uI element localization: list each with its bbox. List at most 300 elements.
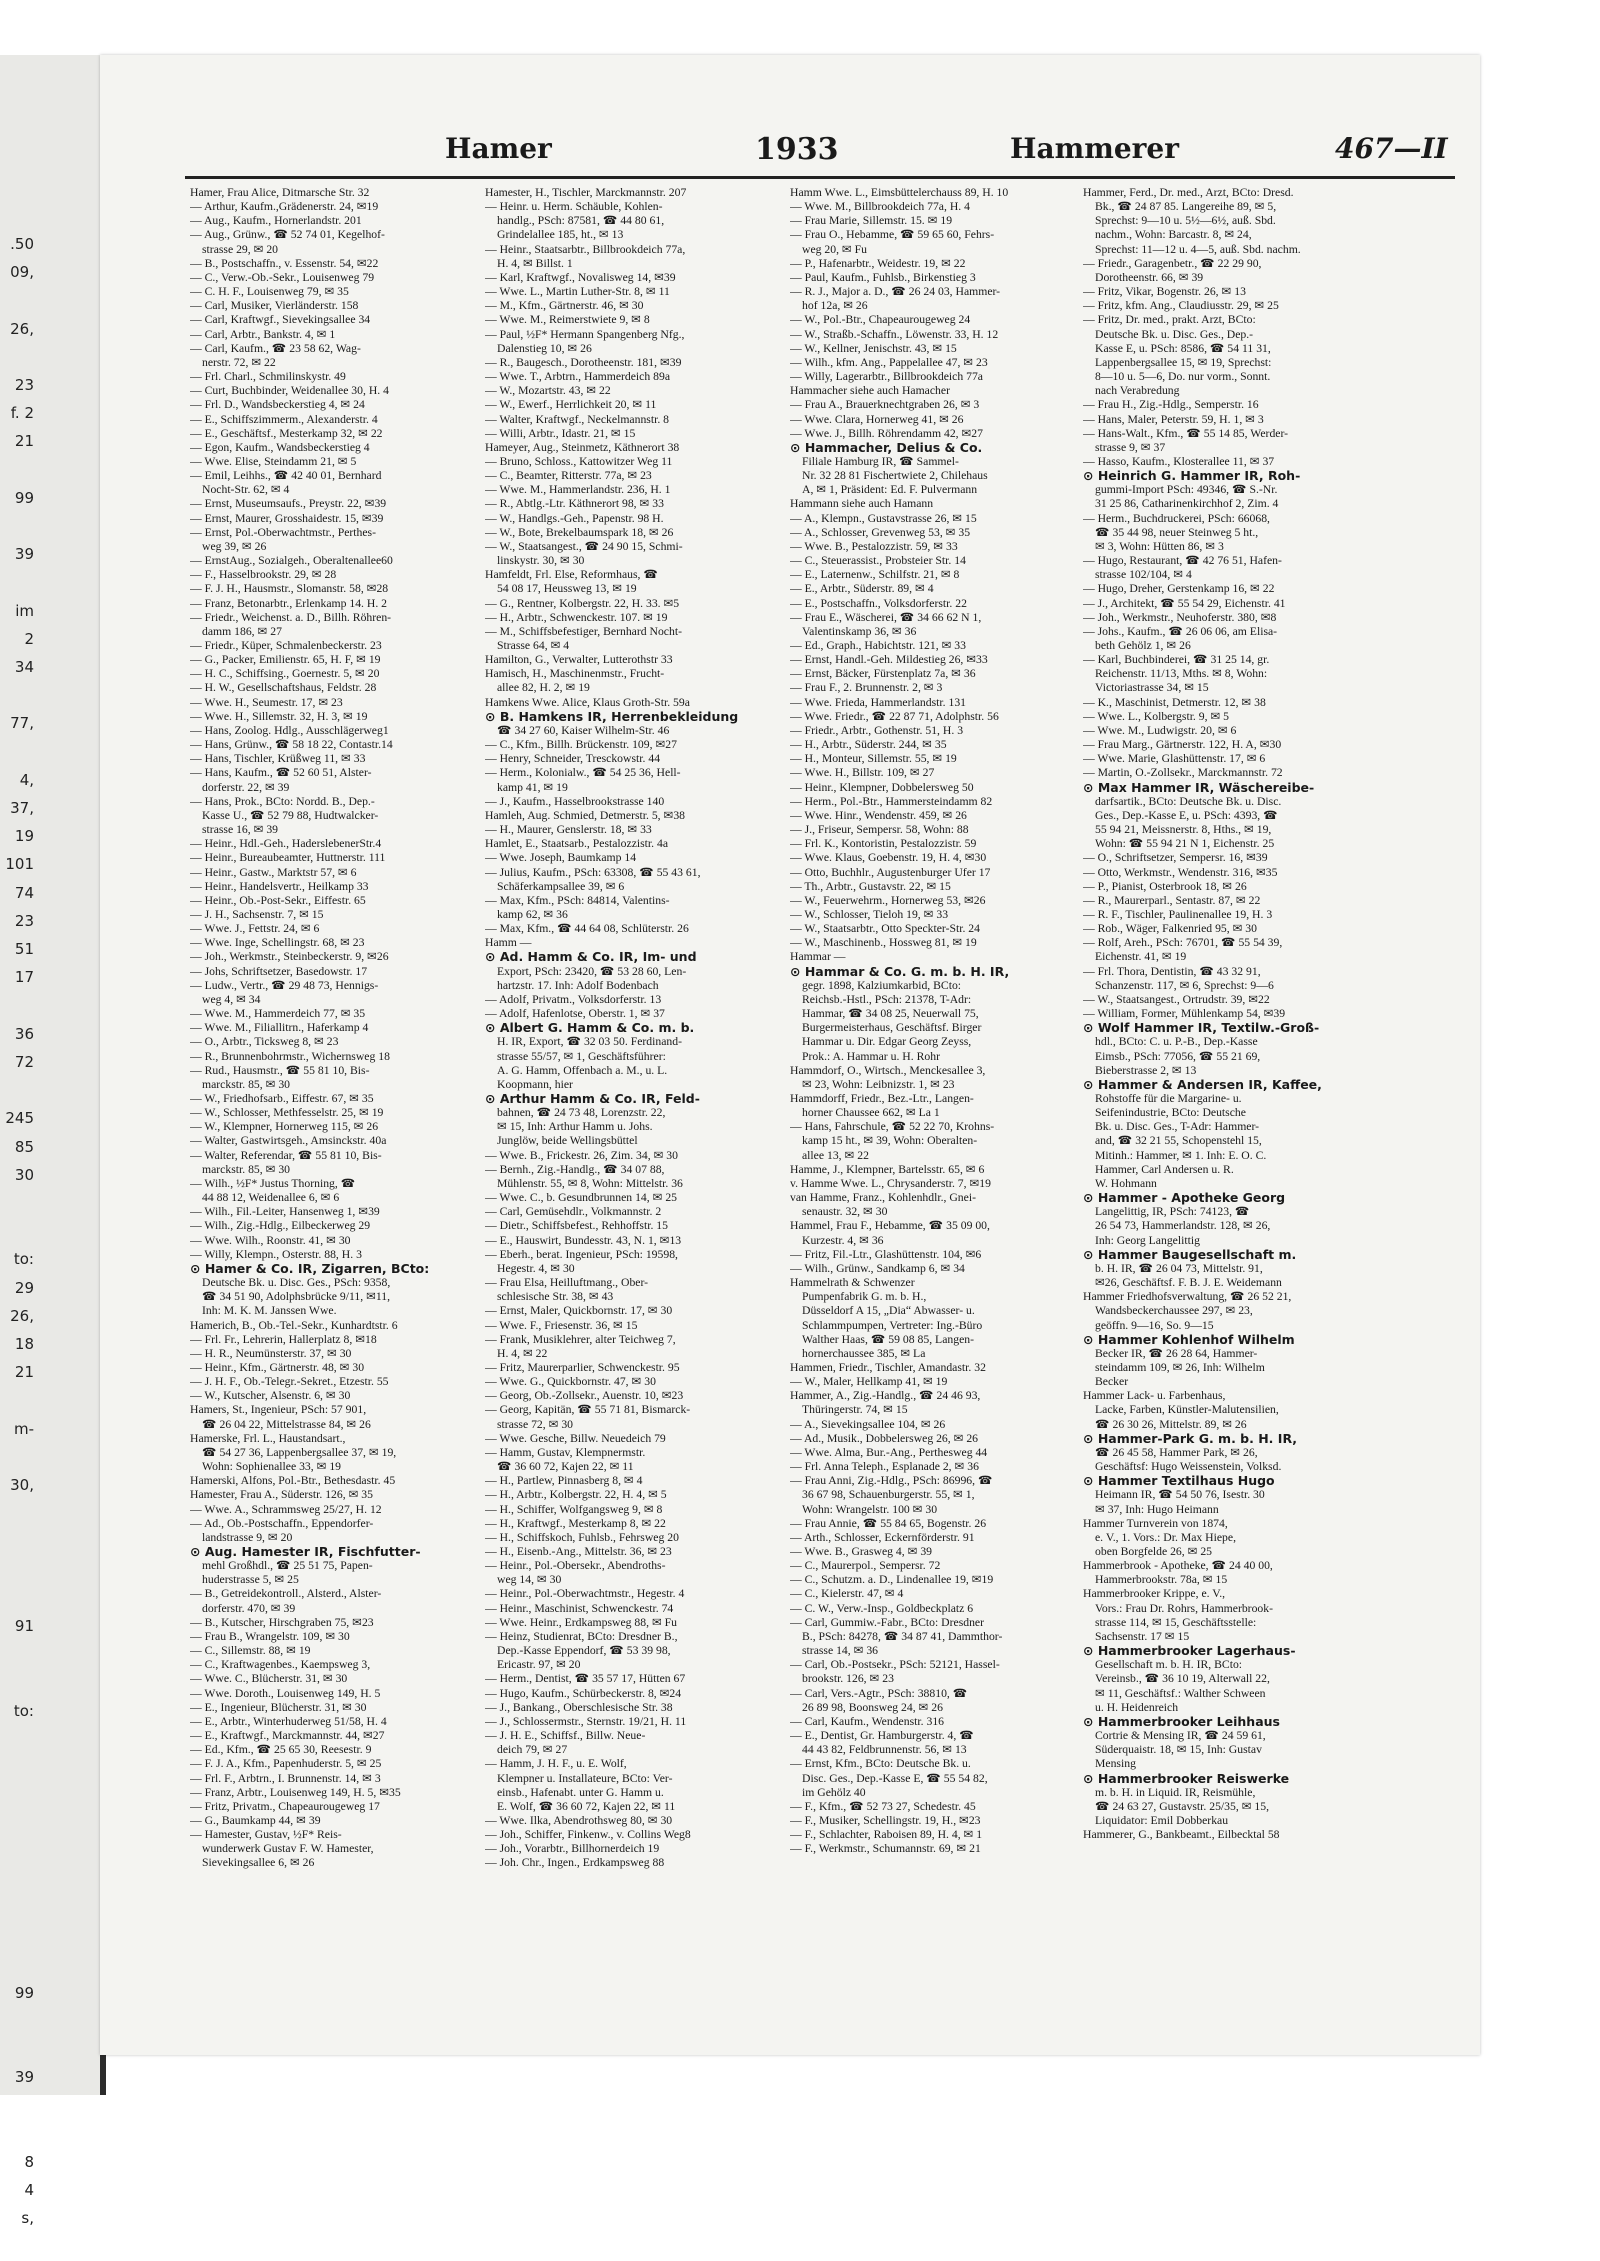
directory-line: — Johs., Kaufm., ☎ 26 06 06, am Elisa- [1083, 624, 1278, 638]
directory-line: — E., Dentist, Gr. Hamburgerstr. 4, ☎ [790, 1729, 974, 1743]
directory-line: — Rolf, Areh., PSch: 76701, ☎ 55 54 39, [1083, 936, 1283, 950]
directory-line: — Egon, Kaufm., Wandsbeckerstieg 4 [190, 440, 370, 454]
directory-line: — Ernst, Museumsaufs., Preystr. 22, ✉39 [190, 497, 387, 511]
directory-line: — Hans, Fahrschule, ☎ 52 22 70, Krohns- [790, 1120, 995, 1134]
directory-line: Valentinskamp 36, ✉ 36 [802, 624, 917, 638]
directory-line: — Frau Marie, Sillemstr. 15. ✉ 19 [790, 214, 953, 228]
directory-line: — Willi, Arbtr., Idastr. 21, ✉ 15 [485, 426, 636, 440]
directory-line: Hamm — [485, 936, 532, 950]
directory-line: Inh: M. K. M. Janssen Wwe. [202, 1304, 337, 1318]
directory-line: — Heinr., Ob.-Post-Sekr., Eiffestr. 65 [190, 893, 366, 907]
directory-line: — Hans, Tischler, Krüßweg 11, ✉ 33 [190, 752, 366, 766]
directory-line: — W., Friedhofsarb., Eiffestr. 67, ✉ 35 [190, 1092, 374, 1105]
directory-line: — Wilh., kfm. Ang., Pappelallee 47, ✉ 23 [790, 355, 988, 369]
directory-line: — F., Kfm., ☎ 52 73 27, Schedestr. 45 [790, 1799, 976, 1813]
directory-line: — W., Handlgs.-Geh., Papenstr. 98 H. [485, 511, 664, 525]
margin-fragment: 72 [14, 1052, 34, 1071]
directory-line: — Hamm, J. H. F., u. E. Wolf, [485, 1757, 627, 1771]
directory-line: — Ad., Musik., Dobbelersweg 26, ✉ 26 [790, 1431, 979, 1445]
directory-line: 8—10 u. 5—6, Do. nur vorm., Sonnt. [1095, 370, 1271, 384]
directory-line: Hamleh, Aug. Schmied, Detmerstr. 5, ✉38 [485, 808, 686, 822]
margin-fragment: 29 [14, 1278, 34, 1297]
directory-line: wunderwerk Gustav F. W. Hamester, [202, 1842, 374, 1856]
directory-line: Lacke, Farben, Künstler-Malutensilien, [1095, 1403, 1279, 1417]
margin-fragment [0, 1809, 34, 1837]
directory-line: Schanzenstr. 117, ✉ 6, Sprechst: 9—6 [1095, 978, 1274, 992]
directory-line: strasse 114, ✉ 15, Geschäftsstelle: [1095, 1615, 1257, 1629]
directory-line: Deutsche Bk. u. Disc. Ges., Dep.- [1095, 327, 1254, 341]
directory-line: — Fritz, Privatm., Chapeaurougeweg 17 [190, 1799, 380, 1813]
directory-line: ☎ 36 60 72, Kajen 22, ✉ 11 [497, 1460, 634, 1474]
margin-fragment: 23 [14, 911, 34, 930]
directory-line: — C. W., Verw.-Insp., Goldbeckplatz 6 [790, 1601, 974, 1615]
directory-line: — Arth., Schlosser, Eckernförderstr. 91 [790, 1530, 975, 1544]
margin-fragment: 91 [14, 1616, 34, 1635]
directory-line: schlesische Str. 38, ✉ 43 [497, 1290, 614, 1304]
directory-line: — E., Arbtr., Winterhuderweg 51/58, H. 4 [190, 1714, 387, 1728]
directory-line: oben Borgfelde 26, ✉ 25 [1095, 1545, 1213, 1558]
directory-line: — Wilh., ½F* Justus Thorning, ☎ [190, 1176, 356, 1190]
directory-line: — Carl, Kraftwgf., Sievekingsallee 34 [190, 313, 371, 327]
directory-line: — Wwe. Joseph, Baumkamp 14 [485, 851, 637, 865]
directory-line: kamp 15 ht., ✉ 39, Wohn: Oberalten- [802, 1134, 978, 1148]
facing-page-fragments [0, 230, 34, 2261]
directory-line: — Paul, ½F* Hermann Spangenberg Nfg., [485, 327, 685, 341]
directory-line: — J., Bankang., Oberschlesische Str. 38 [485, 1700, 673, 1714]
directory-line: — B., Postschaffn., v. Essenstr. 54, ✉22 [190, 256, 379, 270]
directory-line: — Herm., Buchdruckerei, PSch: 66068, [1083, 511, 1270, 525]
directory-line: — C., Kraftwagenbes., Kaempsweg 3, [190, 1658, 371, 1672]
margin-fragment [0, 2035, 34, 2063]
directory-line: — Ad., Ob.-Postschaffn., Eppendorfer- [190, 1516, 374, 1530]
directory-line: — Wwe. M., Ludwigstr. 20, ✉ 6 [1083, 723, 1237, 737]
directory-line: 26 89 98, Boonsweg 24, ✉ 26 [802, 1700, 943, 1714]
directory-line: ⊙ Hammerbrooker Leihhaus [1083, 1714, 1280, 1729]
directory-line: marckstr. 85, ✉ 30 [202, 1077, 291, 1091]
margin-fragment: 30 [14, 1165, 34, 1184]
directory-line: ⊙ Hammer-Park G. m. b. H. IR, [1083, 1431, 1298, 1446]
directory-line: Hamerske, Frl. L., Haustandsart., [190, 1431, 346, 1445]
directory-line: — Frau F., 2. Brunnenstr. 2, ✉ 3 [790, 681, 943, 695]
directory-line: ☎ 26 30 26, Mittelstr. 89, ✉ 26 [1095, 1417, 1247, 1431]
directory-line: linskystr. 30, ✉ 30 [497, 554, 585, 568]
directory-line: — H., Schiffskoch, Fuhlsb., Fehrsweg 20 [485, 1530, 679, 1544]
directory-line: — F., Schlachter, Raboisen 89, H. 4, ✉ 1 [790, 1828, 983, 1842]
directory-line: — W., Maschinenb., Hossweg 81, ✉ 19 [790, 936, 977, 950]
directory-line: — H., Arbtr., Süderstr. 244, ✉ 35 [790, 738, 947, 752]
directory-line: ✉ 3, Wohn: Hütten 86, ✉ 3 [1095, 539, 1224, 553]
directory-line: ☎ 26 45 58, Hammer Park, ✉ 26, [1095, 1445, 1258, 1459]
margin-fragment: 21 [14, 432, 34, 451]
directory-line: Hammelrath & Schwenzer [790, 1276, 915, 1290]
directory-line: — H., Monteur, Sillemstr. 55, ✉ 19 [790, 752, 957, 766]
directory-line: v. Hamme Wwe. L., Chrysanderstr. 7, ✉19 [790, 1176, 991, 1190]
directory-line: — Max, Kfm., PSch: 84814, Valentins- [485, 893, 670, 907]
directory-line: — Fritz, Dr. med., prakt. Arzt, BCto: [1083, 313, 1256, 327]
directory-line: — W., Kutscher, Alsenstr. 6, ✉ 30 [190, 1389, 351, 1403]
directory-line: Rohstoffe für die Margarine- u. [1095, 1092, 1242, 1105]
directory-line: — Wwe. M., Hammerlandstr. 236, H. 1 [485, 483, 671, 497]
directory-line: — Joh., Werkmstr., Steinbeckerstr. 9, ✉26 [190, 950, 389, 964]
directory-line: — Rob., Wäger, Falkenried 95, ✉ 30 [1083, 922, 1257, 936]
directory-line: — W., Staatsangest., ☎ 24 90 15, Schmi- [485, 539, 683, 553]
directory-line: Dep.-Kasse Eppendorf, ☎ 53 39 98, [497, 1644, 671, 1658]
directory-line: A. G. Hamm, Offenbach a. M., u. L. [497, 1063, 668, 1077]
directory-line: — Karl, Buchbinderei, ☎ 31 25 14, gr. [1083, 653, 1270, 667]
directory-line: ⊙ Hammer Textilhaus Hugo [1083, 1474, 1275, 1489]
margin-fragment [0, 1640, 34, 1668]
directory-line: hartzstr. 17. Inh: Adolf Bodenbach [497, 978, 659, 992]
directory-line: im Gehölz 40 [802, 1785, 866, 1799]
directory-line: — Walter, Kraftwgf., Neckelmannstr. 8 [485, 412, 670, 426]
directory-line: — C., Sillemstr. 88, ✉ 19 [190, 1644, 311, 1658]
directory-line: — Frank, Musiklehrer, alter Teichweg 7, [485, 1332, 676, 1346]
directory-line: — C., Maurerpol., Sempersr. 72 [790, 1559, 941, 1573]
directory-line: — W., Staatsangest., Ortrudstr. 39, ✉22 [1083, 992, 1270, 1006]
directory-line: Ericastr. 97, ✉ 20 [497, 1658, 581, 1672]
directory-line: — Ernst, Pol.-Oberwachtmstr., Perthes- [190, 525, 376, 539]
directory-line: — H. C., Schiffsing., Goernestr. 5, ✉ 20 [190, 667, 380, 681]
directory-line: — R., Abtlg.-Ltr. Käthnerort 98, ✉ 33 [485, 497, 664, 511]
directory-line: 31 25 86, Catharinenkirchhof 2, Zim. 4 [1095, 497, 1279, 511]
directory-line: — H., Eisenb.-Ang., Mittelstr. 36, ✉ 23 [485, 1545, 672, 1558]
directory-line: ⊙ Albert G. Hamm & Co. m. b. [485, 1021, 695, 1036]
directory-line: — Hans, Grünw., ☎ 58 18 22, Contastr.14 [190, 738, 393, 752]
directory-line: ⊙ Hammer Kohlenhof Wilhelm [1083, 1332, 1295, 1347]
directory-line: — Heinz, Studienrat, BCto: Dresdner B., [485, 1629, 678, 1643]
directory-line: — Friedr., Küper, Schmalenbeckerstr. 23 [190, 639, 382, 652]
directory-line: ⊙ Hammar & Co. G. m. b. H. IR, [790, 964, 1010, 979]
directory-line: — H. W., Gesellschaftshaus, Feldstr. 28 [190, 681, 377, 695]
directory-line: — Hasso, Kaufm., Klosterallee 11, ✉ 37 [1083, 454, 1275, 468]
directory-line: Wohn: Sophienallee 33, ✉ 19 [202, 1460, 342, 1474]
margin-fragment [0, 1189, 34, 1217]
directory-line: — R., Baugesch., Dorotheenstr. 181, ✉39 [485, 355, 682, 369]
directory-line: — Fritz, Fil.-Ltr., Glashüttenstr. 104, ✉6 [790, 1247, 982, 1261]
directory-line: ☎ 34 51 90, Adolphsbrücke 9/11, ✉11, [202, 1290, 391, 1304]
directory-line: — W., Ewerf., Herrlichkeit 20, ✉ 11 [485, 398, 657, 412]
directory-line: — E., Postschaffn., Volksdorferstr. 22 [790, 596, 967, 610]
margin-fragment [0, 286, 34, 314]
directory-line: — Hugo, Restaurant, ☎ 42 76 51, Hafen- [1083, 554, 1282, 568]
directory-line: — C., Kielerstr. 47, ✉ 4 [790, 1587, 904, 1601]
margin-fragment [0, 1584, 34, 1612]
margin-fragment [0, 456, 34, 484]
directory-line: damm 186, ✉ 27 [202, 624, 282, 638]
directory-line: — M., Kfm., Gärtnerstr. 46, ✉ 30 [485, 299, 644, 313]
directory-line: b. H. IR, ☎ 26 04 73, Mittelstr. 91, [1095, 1261, 1263, 1275]
directory-line: Hamerski, Alfons, Pol.-Btr., Bethesdastr. 45 [190, 1474, 396, 1488]
directory-line: — Wwe. J., Billh. Röhrendamm 42, ✉27 [790, 426, 983, 440]
directory-line: allee 82, H. 2, ✉ 19 [497, 681, 590, 695]
directory-line: — Heinr., Maschinist, Schwenckestr. 74 [485, 1601, 674, 1615]
directory-line: Burgermeisterhaus, Geschäftsf. Birger [802, 1021, 982, 1035]
directory-line: — Carl, Kaufm., Wendenstr. 316 [790, 1714, 945, 1728]
margin-fragment [0, 1527, 34, 1555]
directory-line: — Herm., Pol.-Btr., Hammersteindamm 82 [790, 794, 993, 808]
directory-line: — Franz, Betonarbtr., Erlenkamp 14. H. 2 [190, 596, 388, 610]
directory-line: — Frl. Fr., Lehrerin, Hallerplatz 8, ✉18 [190, 1332, 377, 1346]
directory-line: strasse 55/57, ✉ 1, Geschäftsführer: [497, 1049, 666, 1063]
header-left-word: Hamer [445, 132, 552, 165]
directory-line: — Fritz, Maurerparlier, Schwenckestr. 95 [485, 1360, 680, 1374]
directory-line: — Frau Elsa, Heilluftmang., Ober- [485, 1276, 649, 1290]
directory-line: 26 54 73, Hammerlandstr. 128, ✉ 26, [1095, 1219, 1271, 1233]
directory-line: — Joh., Vorarbtr., Billhornerdeich 19 [485, 1842, 660, 1856]
directory-line: — E., Arbtr., Süderstr. 89, ✉ 4 [790, 582, 934, 596]
directory-line: — J., Kaufm., Hasselbrookstrasse 140 [485, 794, 665, 808]
margin-fragment: 8 [24, 2152, 34, 2171]
directory-line: — Wwe. M., Filiallitrn., Haferkamp 4 [190, 1021, 369, 1035]
directory-line: — Herm., Kolonialw., ☎ 54 25 36, Hell- [485, 766, 681, 780]
directory-line: E. Wolf, ☎ 36 60 72, Kajen 22, ✉ 11 [497, 1799, 676, 1813]
directory-line: — Frau E., Wäscherei, ☎ 34 66 62 N 1, [790, 610, 982, 624]
directory-line: — Ludw., Vertr., ☎ 29 48 73, Hennigs- [190, 978, 379, 992]
directory-line: — Emil, Leihhs., ☎ 42 40 01, Bernhard [190, 469, 382, 483]
directory-line: — G., Rentner, Kolbergstr. 22, H. 33. ✉5 [485, 596, 680, 610]
directory-line: — Wwe. T., Arbtrn., Hammerdeich 89a [485, 370, 671, 384]
directory-line: strasse 29, ✉ 20 [202, 242, 279, 256]
directory-line: Ges., Dep.-Kasse E, u. PSch: 4393, ☎ [1095, 808, 1278, 822]
directory-line: — Georg, Ob.-Zollsekr., Auenstr. 10, ✉23 [485, 1389, 684, 1403]
directory-line: — Hans, Kaufm., ☎ 52 60 51, Alster- [190, 766, 372, 780]
directory-line: — Wwe. Marie, Glashüttenstr. 17, ✉ 6 [1083, 752, 1266, 766]
directory-line: — Wwe. Klaus, Goebenstr. 19, H. 4, ✉30 [790, 851, 987, 865]
directory-line: — Carl, Arbtr., Bankstr. 4, ✉ 1 [190, 327, 336, 341]
directory-line: marckstr. 85, ✉ 30 [202, 1162, 291, 1176]
directory-line: Inh: Georg Langelittig [1095, 1233, 1200, 1247]
directory-line: H. IR, Export, ☎ 32 03 50. Ferdinand- [497, 1035, 682, 1049]
directory-line: Hamm Wwe. L., Eimsbüttelerchauss 89, H. 10 [790, 186, 1009, 199]
margin-fragment [0, 343, 34, 371]
directory-line: Liquidator: Emil Dobberkau [1095, 1813, 1229, 1827]
directory-line: — Wwe. H., Sillemstr. 32, H. 3, ✉ 19 [190, 709, 368, 723]
directory-line: — Rud., Hausmstr., ☎ 55 81 10, Bis- [190, 1063, 370, 1077]
directory-line: — Julius, Kaufm., PSch: 63308, ☎ 55 43 61, [485, 865, 701, 879]
directory-line: Düsseldorf A 15, „Dia“ Abwasser- u. [802, 1304, 975, 1318]
directory-line: — Ernst, Handl.-Geh. Mildestieg 26, ✉33 [790, 653, 988, 667]
directory-line: — Ed., Graph., Habichtstr. 121, ✉ 33 [790, 639, 966, 652]
directory-line: — W., Straßb.-Schaffn., Löwenstr. 33, H. 12 [790, 327, 999, 341]
directory-line: — Heinr., Pol.-Obersekr., Abendroths- [485, 1559, 666, 1573]
directory-line: horner Chaussee 662, ✉ La 1 [802, 1106, 940, 1120]
directory-line: Hammen, Friedr., Tischler, Amandastr. 32 [790, 1360, 986, 1374]
directory-line: bahnen, ☎ 24 73 48, Lorenzstr. 22, [497, 1106, 666, 1120]
directory-line: — Frau Anni, Zig.-Hdlg., PSch: 86996, ☎ [790, 1474, 993, 1488]
directory-line: — Franz, Arbtr., Louisenweg 149, H. 5, ✉35 [190, 1785, 401, 1799]
directory-line: — Hans, Zoolog. Hdlg., Ausschlägerweg1 [190, 723, 389, 737]
directory-line: — Frl. D., Wandsbeckerstieg 4, ✉ 24 [190, 398, 365, 412]
directory-line: ⊙ Ad. Hamm & Co. IR, Im- und [485, 950, 697, 965]
directory-line: — Fritz, Vikar, Bogenstr. 26, ✉ 13 [1083, 285, 1246, 299]
directory-line: — Wwe. B., Frickestr. 26, Zim. 34, ✉ 30 [485, 1148, 678, 1162]
directory-line: Hammer Lack- u. Farbenhaus, [1083, 1389, 1226, 1403]
margin-fragment: 30, [10, 1475, 34, 1494]
directory-line: strasse 9, ✉ 37 [1095, 440, 1166, 454]
margin-fragment [0, 2232, 34, 2260]
directory-line: — Wwe. C., Blücherstr. 31, ✉ 30 [190, 1672, 348, 1686]
margin-fragment: im [15, 601, 34, 620]
directory-line: Vors.: Frau Dr. Rohrs, Hammerbrook- [1095, 1601, 1273, 1615]
directory-line: u. H. Heidenreich [1095, 1700, 1179, 1714]
margin-fragment [0, 1781, 34, 1809]
directory-line: — Joh., Schiffer, Finkenw., v. Collins Weg8 [485, 1828, 691, 1842]
directory-line: ⊙ Hamer & Co. IR, Zigarren, BCto: [190, 1261, 430, 1276]
directory-line: — W., Mozartstr. 43, ✉ 22 [485, 384, 611, 398]
directory-line: — Wwe. M., Reimerstwiete 9, ✉ 8 [485, 313, 650, 327]
directory-line: — Martin, O.-Zollsekr., Marckmannstr. 72 [1083, 766, 1283, 780]
directory-line: brookstr. 126, ✉ 23 [802, 1672, 894, 1686]
directory-line: Hamfeldt, Frl. Else, Reformhaus, ☎ [485, 568, 658, 582]
margin-fragment: 74 [14, 883, 34, 902]
directory-line: — B., Kutscher, Hirschgraben 75, ✉23 [190, 1615, 374, 1629]
margin-fragment: 26, [10, 1306, 34, 1325]
directory-line: Hameyer, Aug., Steinmetz, Käthnerort 38 [485, 440, 680, 454]
directory-line: Pumpenfabrik G. m. b. H., [802, 1290, 927, 1304]
margin-fragment: s, [21, 2209, 34, 2228]
directory-line: — F., Werkmstr., Schumannstr. 69, ✉ 21 [790, 1842, 981, 1856]
directory-line: — Wwe. H., Seumestr. 17, ✉ 23 [190, 695, 343, 709]
directory-line: — Wwe. Elise, Steindamm 21, ✉ 5 [190, 454, 357, 468]
directory-line: ✉ 37, Inh: Hugo Heimann [1095, 1502, 1219, 1516]
directory-line: Prok.: A. Hammar u. H. Rohr [802, 1049, 940, 1063]
directory-line: — A., Klempn., Gustavstrasse 26, ✉ 15 [790, 511, 977, 525]
directory-line: Eichenstr. 41, ✉ 19 [1095, 950, 1187, 964]
directory-line: dorferstr. 22, ✉ 39 [202, 780, 290, 794]
directory-line: Vereinsb., ☎ 36 10 19, Alterwall 22, [1095, 1672, 1270, 1686]
directory-line: — Ed., Kfm., ☎ 25 65 30, Reesestr. 9 [190, 1743, 372, 1757]
directory-line: landstrasse 9, ✉ 20 [202, 1530, 293, 1544]
directory-line: — Eberh., berat. Ingenieur, PSch: 19598, [485, 1247, 678, 1261]
directory-line: — J., Schlossermstr., Sternstr. 19/21, H. 11 [485, 1714, 687, 1728]
margin-fragment [0, 1894, 34, 1922]
margin-fragment: 4, [19, 770, 34, 789]
directory-line: — H., Maurer, Genslerstr. 18, ✉ 33 [485, 823, 652, 837]
directory-line: H. 4, ✉ 22 [497, 1346, 548, 1360]
directory-line: — F. J. H., Hausmstr., Slomanstr. 58, ✉28 [190, 582, 389, 596]
directory-line: ☎ 54 27 36, Lappenbergsallee 37, ✉ 19, [202, 1445, 397, 1459]
directory-line: — Otto, Buchhlr., Augustenburger Ufer 17 [790, 865, 991, 879]
margin-fragment [0, 1922, 34, 1950]
directory-line: — H. R., Neumünsterstr. 37, ✉ 30 [190, 1346, 352, 1360]
directory-line: einsb., Hafenabt. unter G. Hamm u. [497, 1785, 664, 1799]
directory-line: Dorotheenstr. 66, ✉ 39 [1095, 270, 1204, 284]
directory-line: — Wilh., Zig.-Hdlg., Eilbeckerweg 29 [190, 1219, 371, 1233]
directory-line: — W., Staatsarbtr., Otto Speckter-Str. 24 [790, 922, 980, 936]
directory-line: Hammar, ☎ 34 08 25, Neuerwall 75, [802, 1007, 979, 1021]
directory-line: — Wwe. Wilh., Roonstr. 41, ✉ 30 [190, 1233, 351, 1247]
directory-line: — Wwe. Heinr., Erdkampsweg 88, ✉ Fu [485, 1615, 678, 1629]
directory-line: Hammacher siehe auch Hamacher [790, 384, 950, 398]
directory-line: Hammdorff, Friedr., Bez.-Ltr., Langen- [790, 1092, 974, 1105]
directory-line: ✉ 15, Inh: Arthur Hamm u. Johs. [497, 1120, 653, 1134]
directory-line: — H., Schiffer, Wolfgangsweg 9, ✉ 8 [485, 1502, 663, 1516]
directory-line: — J. H. E., Schiffsf., Billw. Neue- [485, 1729, 646, 1743]
directory-line: — Frl. Thora, Dentistin, ☎ 43 32 91, [1083, 964, 1261, 978]
directory-line: weg 20, ✉ Fu [802, 242, 867, 256]
directory-line: Bk. u. Disc. Ges., T-Adr: Hammer- [1095, 1120, 1260, 1134]
directory-line: — Friedr., Arbtr., Gothenstr. 51, H. 3 [790, 723, 964, 737]
directory-line: hornerchaussee 385, ✉ La [802, 1346, 926, 1360]
directory-line: Nr. 32 28 81 Fischertwiete 2, Chilehaus [802, 469, 988, 483]
directory-line: Hammel, Frau F., Hebamme, ☎ 35 09 00, [790, 1219, 990, 1233]
directory-line: gegr. 1898, Kalziumkarbid, BCto: [802, 978, 962, 992]
directory-line: — Herm., Dentist, ☎ 35 57 17, Hütten 67 [485, 1672, 686, 1686]
directory-line: deich 79, ✉ 27 [497, 1743, 568, 1757]
directory-line: Wandsbeckerchaussee 297, ✉ 23, [1095, 1304, 1253, 1318]
directory-line: — R. F., Tischler, Paulinenallee 19, H. 3 [1083, 907, 1273, 921]
directory-line: — Aug., Kaufm., Hornerlandstr. 201 [190, 214, 362, 228]
directory-line: — O., Schriftsetzer, Sempersr. 16, ✉39 [1083, 851, 1268, 865]
margin-fragment [0, 1217, 34, 1245]
directory-line: Wohn: ☎ 55 94 21 N 1, Eichenstr. 25 [1095, 837, 1275, 851]
directory-line: Geschäftsf: Hugo Weissenstein, Volksd. [1095, 1460, 1282, 1474]
margin-fragment [0, 1753, 34, 1781]
directory-line: — Wwe. L., Kolbergstr. 9, ✉ 5 [1083, 709, 1230, 723]
directory-line: — ErnstAug., Sozialgeh., Oberaltenallee60 [190, 554, 393, 568]
directory-line: ☎ 24 63 27, Gustavstr. 25/35, ✉ 15, [1095, 1799, 1270, 1813]
directory-line: Gesellschaft m. b. H. IR, BCto: [1095, 1658, 1243, 1672]
directory-line: — W., Maler, Hellkamp 41, ✉ 19 [790, 1375, 948, 1389]
directory-line: ⊙ Hammer & Andersen IR, Kaffee, [1083, 1077, 1322, 1092]
margin-fragment [0, 1443, 34, 1471]
directory-line: Hamerich, B., Ob.-Tel.-Sekr., Kunhardtstr. 6 [190, 1318, 398, 1332]
directory-line: e. V., 1. Vors.: Dr. Max Hiepe, [1095, 1530, 1237, 1544]
directory-line: Reichenstr. 11/13, Mths. ✉ 8, Wohn: [1095, 667, 1268, 681]
directory-line: Hamester, H., Tischler, Marckmannstr. 207 [485, 186, 687, 199]
directory-line: gummi-Import PSch: 49346, ☎ S.-Nr. [1095, 483, 1278, 497]
directory-line: Schäferkampsallee 39, ✉ 6 [497, 879, 625, 893]
directory-line: — G., Baumkamp 44, ✉ 39 [190, 1813, 321, 1827]
directory-line: weg 39, ✉ 26 [202, 539, 267, 553]
directory-line: weg 14, ✉ 30 [497, 1573, 562, 1587]
directory-line: Bieberstrasse 2, ✉ 13 [1095, 1063, 1197, 1077]
directory-line: kamp 41, ✉ 19 [497, 780, 568, 794]
margin-fragment [0, 1950, 34, 1978]
directory-line: Koopmann, hier [497, 1077, 573, 1091]
directory-line: Hammerbrookstr. 78a, ✉ 15 [1095, 1573, 1228, 1587]
directory-line: Hammer, Ferd., Dr. med., Arzt, BCto: Dresd. [1083, 186, 1294, 199]
directory-line: — Georg, Kapitän, ☎ 55 71 81, Bismarck- [485, 1403, 691, 1417]
directory-line: — Ernst, Maler, Quickbornstr. 17, ✉ 30 [485, 1304, 673, 1318]
margin-fragment: 99 [14, 1983, 34, 2002]
directory-line: geöffn. 9—16, So. 9—15 [1095, 1318, 1214, 1332]
directory-line: Kurzestr. 4, ✉ 36 [802, 1233, 884, 1247]
directory-line: — Wwe. J., Fettstr. 24, ✉ 6 [190, 922, 320, 936]
directory-line: Sprechst: 9—10 u. 5½—6½, auß. Sbd. [1095, 214, 1276, 228]
directory-line: — Paul, Kaufm., Fuhlsb., Birkenstieg 3 [790, 270, 976, 284]
margin-fragment: .50 [10, 235, 34, 253]
directory-line: — Willy, Lagerarbtr., Billbrookdeich 77a [790, 370, 983, 384]
directory-line: — Carl, Vers.-Agtr., PSch: 38810, ☎ [790, 1686, 968, 1700]
directory-line: Dalenstieg 10, ✉ 26 [497, 341, 592, 355]
directory-line: — C. H. F., Louisenweg 79, ✉ 35 [190, 285, 349, 299]
directory-line: — Hamester, Gustav, ½F* Reis- [190, 1828, 342, 1842]
directory-line: Eimsb., PSch: 77056, ☎ 55 21 69, [1095, 1049, 1261, 1063]
margin-fragment: 17 [14, 968, 34, 987]
directory-line: ✉ 23, Wohn: Leibnizstr. 1, ✉ 23 [802, 1077, 955, 1091]
column-2 [485, 186, 785, 1871]
directory-line: — Hamm, Gustav, Klempnermstr. [485, 1445, 646, 1459]
margin-fragment: 18 [14, 1334, 34, 1353]
directory-line: — Frau H., Zig.-Hdlg., Semperstr. 16 [1083, 398, 1259, 412]
directory-line: Heimann IR, ☎ 54 50 76, Isestr. 30 [1095, 1488, 1265, 1502]
directory-line: ⊙ Hammerbrooker Lagerhaus- [1083, 1644, 1296, 1659]
directory-line: — Heinr. u. Herm. Schäuble, Kohlen- [485, 200, 663, 214]
directory-line: — Hugo, Kaufm., Schürbeckerstr. 8, ✉24 [485, 1686, 682, 1700]
directory-line: Becker [1095, 1375, 1129, 1389]
directory-line: strasse 14, ✉ 36 [802, 1644, 879, 1658]
